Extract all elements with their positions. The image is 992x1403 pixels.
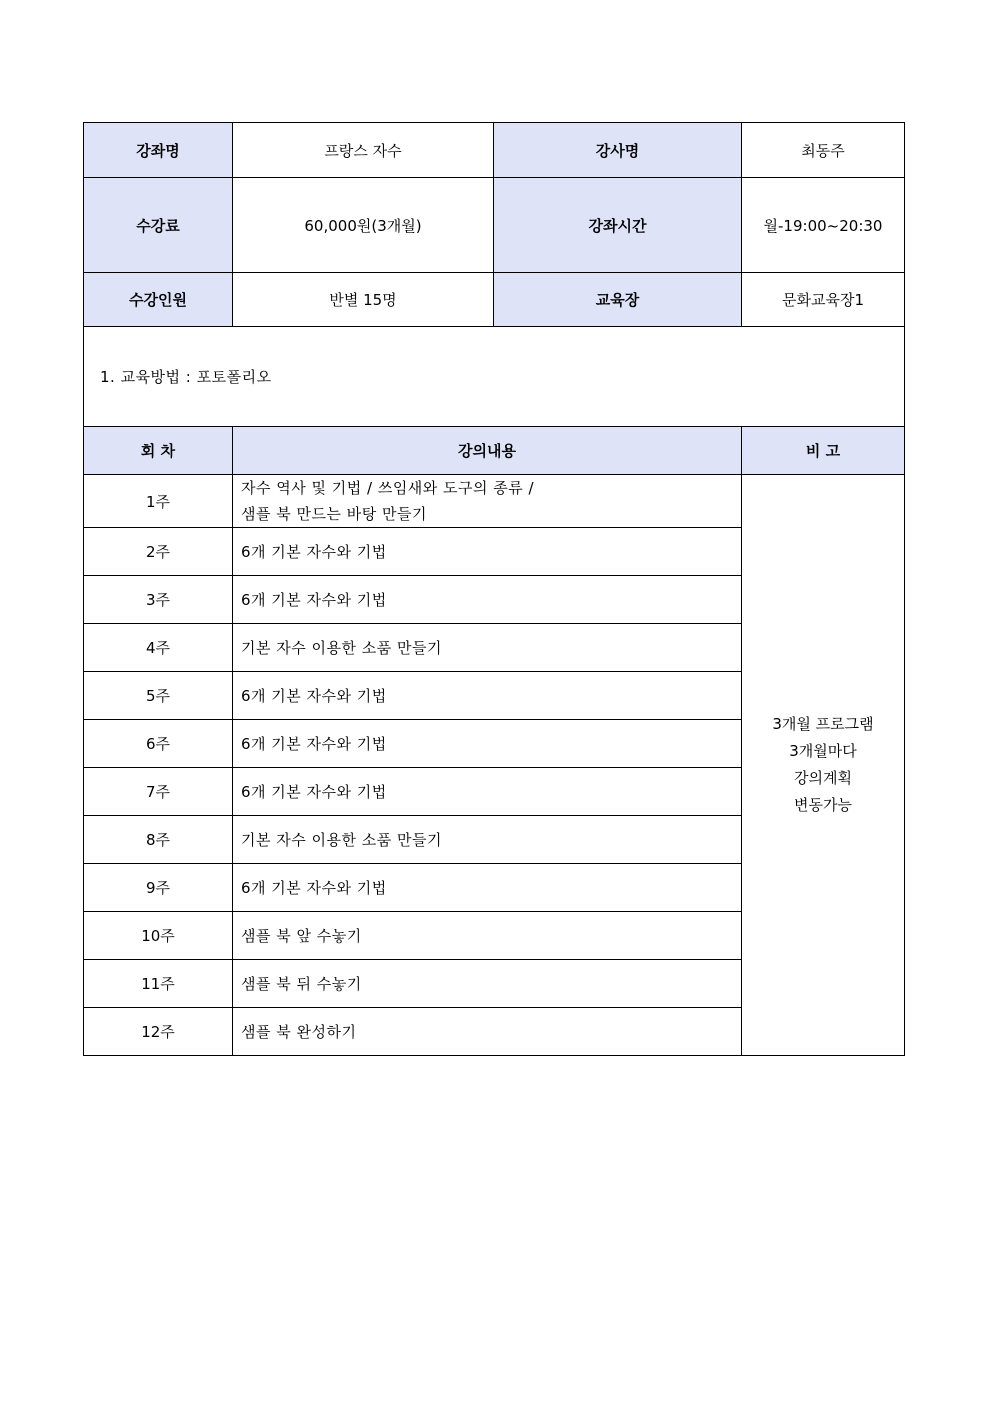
content-cell: 6개 기본 자수와 기법 — [233, 528, 742, 576]
week-cell: 1주 — [84, 475, 233, 528]
note-line: 3개월마다 — [789, 742, 857, 760]
week-cell: 5주 — [84, 672, 233, 720]
info-row-capacity — [84, 273, 905, 327]
location-label: 교육장 — [494, 273, 742, 327]
content-cell: 샘플 북 완성하기 — [233, 1008, 742, 1056]
content-line: 자수 역사 및 기법 / 쓰임새와 도구의 종류 / — [241, 479, 535, 497]
session-header: 회 차 — [84, 427, 233, 475]
capacity-label: 수강인원 — [84, 273, 233, 327]
content-header: 강의내용 — [233, 427, 742, 475]
table-row — [84, 475, 905, 528]
fee-label: 수강료 — [84, 178, 233, 273]
method-row — [84, 327, 905, 427]
week-cell: 11주 — [84, 960, 233, 1008]
content-cell: 6개 기본 자수와 기법 — [233, 720, 742, 768]
time-value: 월-19:00~20:30 — [742, 178, 905, 273]
location-value: 문화교육장1 — [742, 273, 905, 327]
instructor-value: 최동주 — [742, 123, 905, 178]
content-cell — [233, 475, 742, 528]
time-label: 강좌시간 — [494, 178, 742, 273]
week-cell: 3주 — [84, 576, 233, 624]
week-cell: 2주 — [84, 528, 233, 576]
content-line: 샘플 북 만드는 바탕 만들기 — [241, 505, 427, 523]
content-cell: 기본 자수 이용한 소품 만들기 — [233, 624, 742, 672]
content-cell: 6개 기본 자수와 기법 — [233, 672, 742, 720]
note-cell — [742, 475, 905, 1056]
week-cell: 8주 — [84, 816, 233, 864]
course-name-value: 프랑스 자수 — [233, 123, 494, 178]
week-cell: 12주 — [84, 1008, 233, 1056]
note-line: 변동가능 — [794, 796, 852, 814]
week-cell: 6주 — [84, 720, 233, 768]
content-cell: 6개 기본 자수와 기법 — [233, 768, 742, 816]
content-cell: 샘플 북 뒤 수놓기 — [233, 960, 742, 1008]
note-header: 비 고 — [742, 427, 905, 475]
note-line: 강의계획 — [794, 769, 852, 787]
fee-value: 60,000원(3개월) — [233, 178, 494, 273]
capacity-value: 반별 15명 — [233, 273, 494, 327]
content-cell: 기본 자수 이용한 소품 만들기 — [233, 816, 742, 864]
content-cell: 샘플 북 앞 수놓기 — [233, 912, 742, 960]
schedule-header-row — [84, 427, 905, 475]
info-row-fee — [84, 178, 905, 273]
week-cell: 9주 — [84, 864, 233, 912]
week-cell: 7주 — [84, 768, 233, 816]
week-cell: 4주 — [84, 624, 233, 672]
content-cell: 6개 기본 자수와 기법 — [233, 864, 742, 912]
note-line: 3개월 프로그램 — [772, 715, 874, 733]
course-name-label: 강좌명 — [84, 123, 233, 178]
instructor-label: 강사명 — [494, 123, 742, 178]
week-cell: 10주 — [84, 912, 233, 960]
course-table — [83, 122, 905, 1056]
content-cell: 6개 기본 자수와 기법 — [233, 576, 742, 624]
education-method: 1. 교육방법 : 포토폴리오 — [84, 327, 905, 427]
info-row-course — [84, 123, 905, 178]
